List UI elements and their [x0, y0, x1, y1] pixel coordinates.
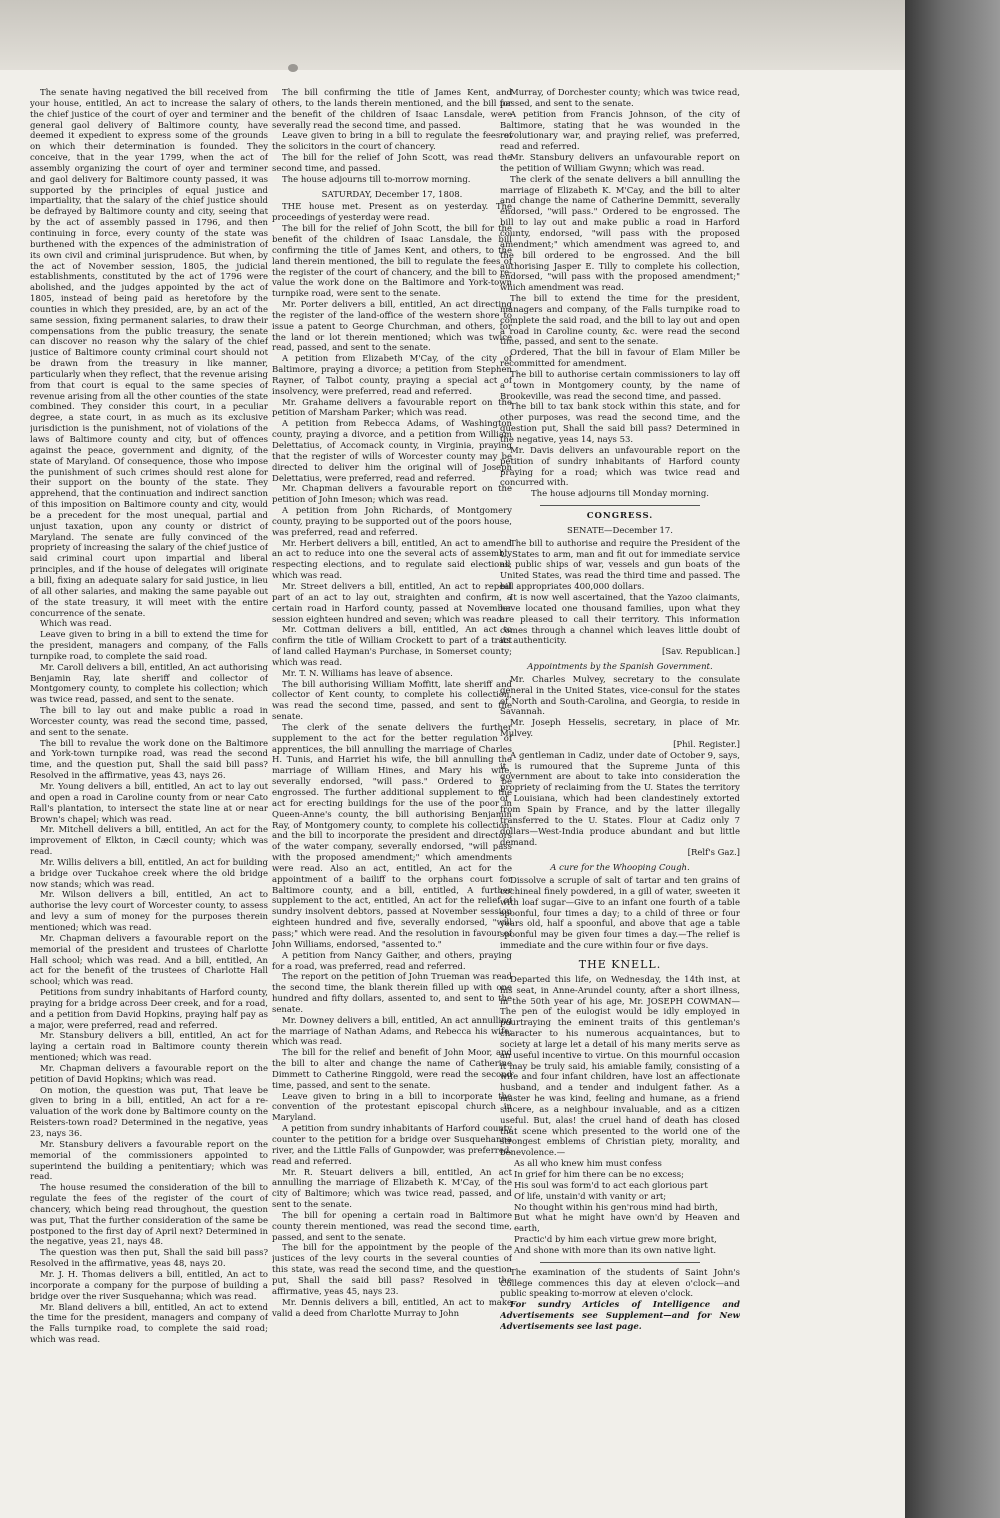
paragraph: Mr. Wilson delivers a bill, entitled, An act to authorise the levy court of Worcester county, to assess and levy a sum of money for the purposes therein mentioned; which was read. [30, 890, 268, 933]
paragraph: Mr. J. H. Thomas delivers a bill, entitled, An act to incorporate a company for the purpose of building a bridge over the river Susquehanna; which was read. [30, 1269, 268, 1302]
paragraph: Mr. Grahame delivers a favourable report on the petition of Marsham Parker; which was read. [272, 397, 512, 419]
paragraph: THE house met. Present as on yesterday. The proceedings of yesterday were read. [272, 202, 512, 224]
paragraph: It is now well ascertained, that the Yazoo claimants, have located one thousand families, upon what they are pleased to call their territory. This information comes through a channel which leaves little doubt of its authenticity. [500, 592, 740, 647]
paragraph: The bill authorising William Moffitt, late sheriff and collector of Kent county, to complete his collection, was read the second time, passed, and sent to the senate. [272, 679, 512, 723]
congress-heading: CONGRESS. [586, 511, 654, 522]
paragraph: Mr. Charles Mulvey, secretary to the consulate general in the United States, vice-consul for the states of North and South-Carolina, and Georgia, to reside in Savannah. [500, 674, 740, 718]
paragraph: Mr. Bland delivers a bill, entitled, An act to extend the time for the president, managers and company of the Falls turnpike road, to complete the said road; which was read. [30, 1302, 268, 1346]
paragraph: For sundry Articles of Intelligence and Advertisements see Supplement—and for New Advertisements see last page. [500, 1300, 740, 1332]
paragraph: The examination of the students of Saint John's College commences this day at eleven o'clock—and public speaking to-morrow at eleven o'clock. [500, 1267, 740, 1300]
paragraph: A gentleman in Cadiz, under date of October 9, says, it is rumoured that the Supreme Junta of this government are about to take into consideration the propriety of reclaiming from the U. States the territory of Louisiana, which had been clandestinely extorted from Spain by France, and by the latter illegally transferred to the U. States. Flour at Cadiz only 7 dollars—West-India produce abundant and but little demand. [500, 750, 740, 848]
poem-line: His soul was form'd to act each glorious part [514, 1180, 708, 1191]
left-column [30, 88, 268, 1378]
paragraph: Mr. Davis delivers an unfavourable report on the petition of sundry inhabitants of Harford county praying for a road; which was twice read and concurred with. [500, 445, 740, 489]
paragraph: On motion, the question was put, That leave be given to bring in a bill, entitled, An act for a re-valuation of the work done by Baltimore county on the Reisters-town road? Determined in the negative, yeas 23, nays 36. [30, 1085, 268, 1139]
paragraph: Mr. T. N. Williams has leave of absence. [282, 668, 453, 679]
source-attribution: [Sav. Republican.] [662, 647, 740, 658]
paragraph: The house adjourns till Monday morning. [530, 489, 709, 500]
paragraph: Mr. R. Steuart delivers a bill, entitled, An act annulling the marriage of Elizabeth K. M'Cay, of the city of Baltimore; which was twice read, passed, and sent to the senate. [272, 1167, 512, 1211]
paragraph: Mr. Chapman delivers a favourable report on the memorial of the president and trustees of Charlotte Hall school; which was read. And a bill, entitled, An act for the benefit of the trustees of Charlotte Hall school; which was read. [30, 933, 268, 988]
paragraph: The bill for the relief of John Scott, was read the second time, and passed. [272, 153, 512, 174]
paragraph: Mr. Stansbury delivers a bill, entitled, An act for laying a certain road in Baltimore county therein mentioned; which was read. [30, 1031, 268, 1064]
paragraph: Mr. Joseph Hesselis, secretary, in place of Mr. Mulvey. [500, 718, 740, 740]
paragraph: The bill for the appointment by the people of the justices of the levy courts in the several counties of this state, was read the second time, and the question put, Shall the said bill pass? Resolved in the affirmative, yeas 45, nays 23. [272, 1243, 512, 1297]
paragraph: A petition from Elizabeth M'Cay, of the city of Baltimore, praying a divorce; a petition from Stephen Rayner, of Talbot county, praying a special act of insolvency, were preferred, read and referred. [272, 354, 512, 397]
paragraph: The clerk of the senate delivers a bill annulling the marriage of Elizabeth K. M'Cay, and the bill to alter and change the name of Catherine Demmitt, severally endorsed, "will pass." Ordered to be engrossed. The bill to lay out and make public a road in Harford county, endorsed, "will pass with the proposed amendment;" which amendment was agreed to, and the bill ordered to be engrossed. And the bill authorising Jasper E. Tilly to complete his collection, endorsed, "will pass with the proposed amendment;" which amendment was read. [500, 174, 740, 294]
paragraph: The bill to extend the time for the president, managers and company, of the Falls turnpike road to complete the said road, and the bill to lay out and open a road in Caroline county, &c. were read the second time, passed, and sent to the senate. [500, 294, 740, 348]
poem-line: Practic'd by him each virtue grew more bright, [514, 1235, 717, 1246]
paragraph: The bill to authorise and require the President of the U. States to arm, man and fit out for immediate service all public ships of war, vessels and gun boats of the United States, was read the third time and passed. The bill appropriates 400,000 dollars. [500, 538, 740, 593]
paragraph: Murray, of Dorchester county; which was twice read, passed, and sent to the senate. [500, 88, 740, 109]
paragraph: Mr. Caroll delivers a bill, entitled, An act authorising Benjamin Ray, late sheriff and collector of Montgomery county, to complete his collection; which was twice read, passed, and sent to the senate. [30, 662, 268, 706]
paragraph: The house resumed the consideration of the bill to regulate the fees of the register of the court of chancery, which being read throughout, the question was put, That the further consideration of the same be postponed to the first day of April next? Determined in the negative, yeas 21, nays 48. [30, 1183, 268, 1248]
paragraph: The senate having negatived the bill received from your house, entitled, An act to increase the salary of the chief justice of the court of oyer and terminer and general gaol delivery of Baltimore county, have deemed it expedient to express some of the grounds on which their determination is founded. They conceive, that in the year 1799, when the act of assembly organizing the court of oyer and terminer and gaol delivery for Baltimore county passed, it was supported by the principles of equal justice and impartiality, that the salary of the chief justice should be defrayed by Baltimore county and city, seeing that by the act of assembly passed in 1796, and then continuing in force, every county of the state was burthened with the expences of the administration of its own civil and criminal jurisprudence. But when, by the act of November session, 1805, the judicial establishments, constituted by the act of 1796 were abolished, and the judges appointed by the act of 1805, instead of being paid as heretofore by the counties in which they presided, are, by an act of the same session, fixing permanent salaries, to draw their compensations from the public treasury, the senate can discover no reason why the salary of the chief justice of Baltimore county criminal court should not be drawn from the treasury in like manner, particularly when they reflect, that the revenue arising from that court is equal to the same species of revenue arising from all the other counties of the state combined. They consider this court, in a peculiar degree, a state court, in as much as its exclusive jurisdiction is the punishment, not of violations of the laws of Baltimore county and city, but of offences against the peace, government and dignity, of the state of Maryland. Of consequence, those who impose the punishment of such crimes should rest alone for their support on the bounty of the state. They apprehend, that the continuation and indirect sanction of this imposition on Baltimore county and city, would be a precedent for the most unequal, partial and unjust taxation, upon any county or district of Maryland. The senate are fully convinced of the propriety of increasing the salary of the chief justice of said criminal court upon impartial and liberal principles, and if the house of delegates will originate a bill, fixing an adequate salary for said justice, in lieu of all other salaries, and making the same payable out of the state treasury, it will meet with the entire concurrence of the senate. [30, 88, 268, 619]
poem-line: But what he might have own'd by Heaven and earth, [514, 1213, 740, 1235]
paragraph: Mr. Porter delivers a bill, entitled, An act directing the register of the land-office of the western shore to issue a patent to George Churchman, and others, for the land or lot therein mentioned; which was twice read, passed, and sent to the senate. [272, 300, 512, 354]
paragraph: Leave given to bring in a bill to regulate the fees of the solicitors in the court of chancery. [272, 131, 512, 153]
paragraph: A petition from Francis Johnson, of the city of Baltimore, stating that he was wounded in the revolutionary war, and praying relief, was preferred, read and referred. [500, 109, 740, 153]
paragraph: Mr. Downey delivers a bill, entitled, An act annulling the marriage of Nathan Adams, and Rebecca his wife; which was read. [272, 1015, 512, 1048]
paragraph: Dissolve a scruple of salt of tartar and ten grains of cochineal finely powdered, in a gill of water, sweeten it with loaf sugar—Give to an infant one fourth of a table spoonful, four times a day; to a child of three or four years old, half a spoonful, and above that age a table spoonful may be given four times a day.—The relief is immediate and the cure within four or five days. [500, 876, 740, 952]
poem-line: In grief for him there can be no excess; [514, 1170, 685, 1180]
paragraph: Departed this life, on Wednesday, the 14th inst, at his seat, in Anne-Arundel county, after a short illness, in the 50th year of his age, Mr. JOSEPH COWMAN—The pen of the eulogist would be idly employed in pourtraying the eminent traits of this gentleman's character to his numerous acquaintances, but to society at large let a detail of his many merits serve as an useful incentive to virtue. On this mournful occasion it may be truly said, his amiable family, consisting of a wife and four infant children, have lost an affectionate husband, and a tender and indulgent father. As a master he was kind, feeling and humane, as a friend sincere, as a neighbour invaluable, and as a citizen useful. But, alas! the cruel hand of death has closed that scene which presented to the world one of the strongest emblems of Christian piety, morality, and benevolence.— [500, 974, 740, 1159]
paragraph: Mr. Stansbury delivers an unfavourable report on the petition of William Gwynn; which was read. [500, 153, 740, 174]
paragraph: The bill for the relief and benefit of John Moor, and the bill to alter and change the name of Catherine Dimmett to Catherine Ringgold, were read the second time, passed, and sent to the senate. [272, 1048, 512, 1091]
paragraph: Mr. Herbert delivers a bill, entitled, An act to amend an act to reduce into one the several acts of assembly respecting elections, and to regulate said elections; which was read. [272, 538, 512, 582]
paragraph: Mr. Chapman delivers a favourable report on the petition of John Imeson; which was read. [272, 484, 512, 506]
page-top-shadow [0, 0, 1000, 70]
paragraph: Mr. Chapman delivers a favourable report on the petition of David Hopkins; which was read. [30, 1063, 268, 1085]
page-mark [288, 64, 298, 72]
paragraph: A petition from John Richards, of Montgomery county, praying to be supported out of the poors house, was preferred, read and referred. [272, 506, 512, 538]
source-attribution: [Phil. Register.] [673, 739, 740, 750]
poem-line: As all who knew him must confess [514, 1159, 662, 1170]
paragraph: Which was read. [40, 619, 112, 630]
paragraph: A petition from Nancy Gaither, and others, praying for a road, was preferred, read and referred. [272, 950, 512, 972]
paragraph: Mr. Street delivers a bill, entitled, An act to repeal part of an act to lay out, straighten and confirm, a certain road in Harford county, passed at November session eighteen hundred and seven; which was read. [272, 581, 512, 625]
paragraph: Petitions from sundry inhabitants of Harford county, praying for a bridge across Deer creek, and for a road, and a petition from David Hopkins, praying half pay as a major, were preferred, read and referred. [30, 988, 268, 1031]
paragraph: Leave given to bring in a bill to incorporate the convention of the protestant episcopal church in Maryland. [272, 1091, 512, 1124]
appointments-heading: Appointments by the Spanish Government. [527, 662, 713, 673]
middle-column [272, 88, 512, 1418]
whooping-cough-heading: A cure for the Whooping Cough. [550, 863, 690, 874]
paragraph: The bill to tax bank stock within this state, and for other purposes, was read the second time, and the question put, Shall the said bill pass? Determined in the negative, yeas 14, nays 53. [500, 402, 740, 445]
poem-line: No thought within his gen'rous mind had birth, [514, 1202, 718, 1213]
binding-edge [905, 0, 1000, 1518]
paragraph: The bill to lay out and make public a road in Worcester county, was read the second time, passed, and sent to the senate. [30, 706, 268, 738]
paragraph: Leave given to bring in a bill to extend the time for the president, managers and company, of the Falls turnpike road, to complete the said road. [30, 630, 268, 662]
paragraph: A petition from sundry inhabitants of Harford county counter to the petition for a bridge over Susquehanna river, and the Little Falls of Gunpowder, was preferred, read and referred. [272, 1124, 512, 1167]
paragraph: Mr. Young delivers a bill, entitled, An act to lay out and open a road in Caroline county from or near Cato Rall's plantation, to intersect the state line at or near Brown's chapel; which was read. [30, 782, 268, 825]
senate-date: SENATE—December 17. [567, 525, 673, 536]
paragraph: Mr. Dennis delivers a bill, entitled, An act to make valid a deed from Charlotte Murray to John [272, 1297, 512, 1319]
right-column [500, 88, 740, 1418]
paragraph: The question was then put, Shall the said bill pass? Resolved in the affirmative, yeas 48, nays 20. [30, 1248, 268, 1270]
source-attribution: [Relf's Gaz.] [687, 848, 740, 859]
paragraph: The house adjourns till to-morrow morning. [282, 174, 471, 185]
paragraph: The bill to authorise certain commissioners to lay off a town in Montgomery county, by the name of Brookeville, was read the second time, and passed. [500, 369, 740, 402]
section-divider [540, 505, 700, 506]
paragraph: The report on the petition of John Trueman was read the second time, the blank therein filled up with one hundred and fifty dollars, assented to, and sent to the senate. [272, 972, 512, 1015]
section-divider [540, 1262, 700, 1263]
paragraph: The clerk of the senate delivers the further supplement to the act for the better regulation of apprentices, the bill annulling the marriage of Charles H. Tunis, and Harriet his wife, the bill annulling the marriage of William Hines, and Mary his wife, severally endorsed, "will pass." Ordered to be engrossed. The further additional supplement to the act for erecting buildings for the use of the poor in Queen-Anne's county, the bill authorising Benjamin Ray, of Montgomery county, to complete his collection, and the bill to incorporate the president and directors of the water company, severally endorsed, "will pass with the proposed amendment;" which amendments were read. Also an act, entitled, An act for the appointment of a bailiff to the orphans court for Baltimore county, and a bill, entitled, A further supplement to the act, entitled, An act for the relief of sundry insolvent debtors, passed at November session eighteen hundred and five, severally endorsed, "will pass;" which were read. And the resolution in favour of John Williams, endorsed, "assented to." [272, 722, 512, 950]
paragraph: Mr. Willis delivers a bill, entitled, An act for building a bridge over Tuckahoe creek where the old bridge now stands; which was read. [30, 857, 268, 890]
poem-line: And shone with more than its own native light. [514, 1245, 717, 1256]
paragraph: The bill for the relief of John Scott, the bill for the benefit of the children of Isaac Lansdale, the bill confirming the title of James Kent, and others, to the land therein mentioned, the bill to regulate the fees of the register of the court of chancery, and the bill to re-value the work done on the Baltimore and York-town turnpike road, were sent to the senate. [272, 224, 512, 300]
poem-line: Of life, unstain'd with vanity or art; [514, 1191, 667, 1202]
paragraph: Mr. Mitchell delivers a bill, entitled, An act for the improvement of Elkton, in Cæcil county; which was read. [30, 825, 268, 858]
paragraph: A petition from Rebecca Adams, of Washington county, praying a divorce, and a petition from William Delettatius, of Accomack county, in Virginia, praying that the register of wills of Worcester county may be directed to deliver him the original will of Joseph Delettatius, were preferred, read and referred. [272, 419, 512, 484]
knell-heading: THE KNELL. [578, 957, 662, 971]
paragraph: The bill to revalue the work done on the Baltimore and York-town turnpike road, was read the second time, and the question put, Shall the said bill pass? Resolved in the affirmative, yeas 43, nays 26. [30, 738, 268, 782]
paragraph: Mr. Stansbury delivers a favourable report on the memorial of the commissioners appointed to superintend the building a penitentiary; which was read. [30, 1139, 268, 1183]
session-date: SATURDAY, December 17, 1808. [321, 189, 463, 200]
paragraph: The bill for opening a certain road in Baltimore county therein mentioned, was read the second time, passed, and sent to the senate. [272, 1210, 512, 1243]
paragraph: Ordered, That the bill in favour of Elam Miller be recommitted for amendment. [500, 348, 740, 370]
paragraph: Mr. Cottman delivers a bill, entitled, An act to confirm the title of William Crockett to part of a tract of land called Hayman's Purchase, in Somerset county; which was read. [272, 625, 512, 668]
paragraph: The bill confirming the title of James Kent, and others, to the lands therein mentioned, and the bill for the benefit of the children of Isaac Lansdale, were severally read the second time, and passed. [272, 88, 512, 131]
